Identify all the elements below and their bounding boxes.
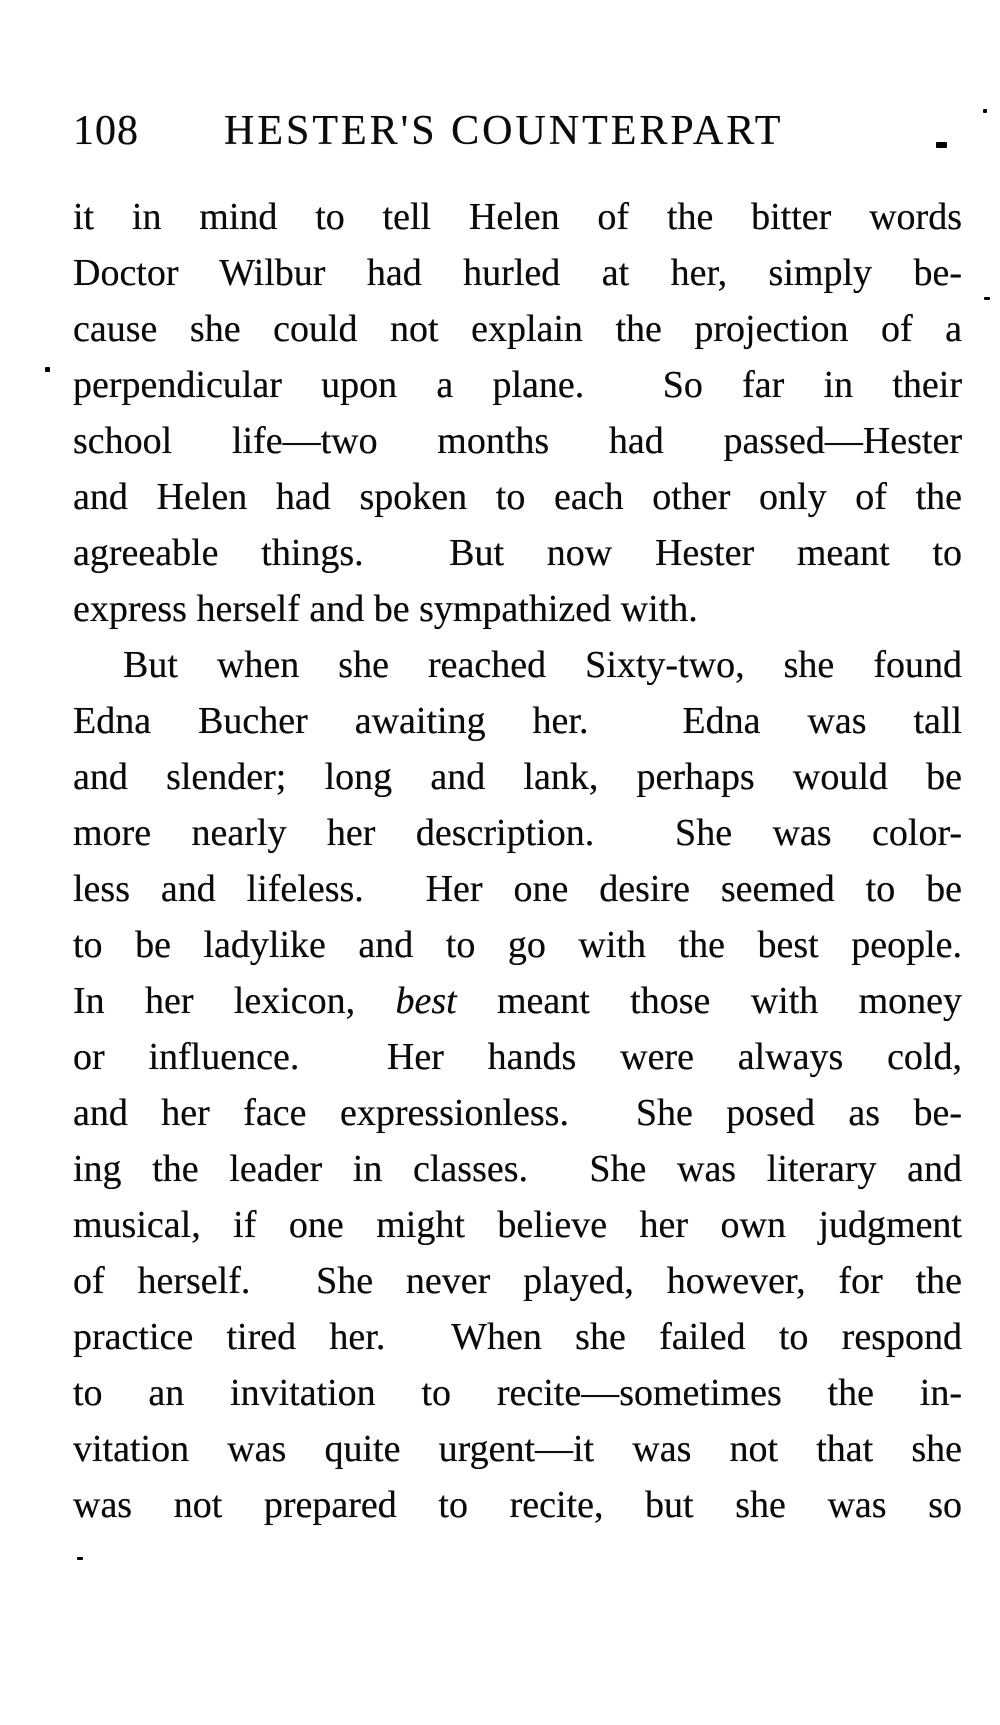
text-line — [73, 245, 962, 301]
text-segment: agreeable things. But now Hester meant to — [73, 532, 962, 574]
text-line — [73, 749, 962, 805]
text-segment: cause she could not explain the projection of a — [73, 308, 962, 350]
text-segment: it in mind to tell Helen of the bitter words — [73, 196, 962, 238]
scan-speckle — [45, 367, 50, 372]
text-segment: less and lifeless. Her one desire seemed to be — [73, 868, 962, 910]
text-line — [73, 301, 962, 357]
text-segment: to be ladylike and to go with the best people. — [73, 924, 962, 966]
scan-speckle — [936, 142, 947, 148]
text-segment: meant those with money — [456, 980, 962, 1022]
text-segment: school life—two months had passed—Hester — [73, 420, 962, 462]
text-segment: of herself. She never played, however, for the — [73, 1260, 962, 1302]
text-line — [73, 1197, 962, 1253]
text-segment: But when she reached Sixty-two, she found — [123, 644, 962, 686]
text-line — [73, 1085, 962, 1141]
text-line — [73, 189, 962, 245]
text-line — [73, 1253, 962, 1309]
text-segment: express herself and be sympathized with. — [73, 588, 698, 630]
text-line — [73, 413, 962, 469]
text-line — [73, 1477, 962, 1533]
text-segment: musical, if one might believe her own judgment — [73, 1204, 962, 1246]
scan-speckle — [77, 1557, 83, 1560]
text-line — [73, 693, 962, 749]
text-line — [73, 1365, 962, 1421]
text-segment: perpendicular upon a plane. So far in their — [73, 364, 962, 406]
text-segment: more nearly her description. She was color- — [73, 812, 962, 854]
text-line — [73, 357, 962, 413]
text-segment: and her face expressionless. She posed as be- — [73, 1092, 962, 1134]
italic-text-segment: best — [395, 980, 457, 1022]
text-line — [73, 1421, 962, 1477]
text-line — [73, 637, 962, 693]
text-segment: vitation was quite urgent—it was not that she — [73, 1428, 962, 1470]
text-line — [73, 469, 962, 525]
text-line — [73, 581, 962, 637]
page-text-block — [73, 189, 962, 1533]
text-segment: practice tired her. When she failed to respond — [73, 1316, 962, 1358]
text-segment: was not prepared to recite, but she was so — [73, 1484, 962, 1526]
text-segment: In her lexicon, — [73, 980, 396, 1022]
text-line — [73, 861, 962, 917]
text-line — [73, 805, 962, 861]
text-line — [73, 917, 962, 973]
text-segment: ing the leader in classes. She was literary and — [73, 1148, 962, 1190]
scan-speckle — [984, 297, 990, 300]
running-header-title: HESTER'S COUNTERPART — [224, 108, 784, 154]
text-line — [73, 973, 962, 1029]
text-segment: and slender; long and lank, perhaps would be — [73, 756, 962, 798]
text-segment: and Helen had spoken to each other only of the — [73, 476, 962, 518]
text-line — [73, 525, 962, 581]
text-segment: or influence. Her hands were always cold, — [73, 1036, 962, 1078]
text-segment: to an invitation to recite—sometimes the in- — [73, 1372, 962, 1414]
text-line — [73, 1141, 962, 1197]
text-line — [73, 1029, 962, 1085]
page-number: 108 — [73, 108, 139, 154]
scan-speckle — [983, 109, 987, 113]
text-segment: Edna Bucher awaiting her. Edna was tall — [73, 700, 962, 742]
text-line — [73, 1309, 962, 1365]
text-segment: Doctor Wilbur had hurled at her, simply be- — [73, 252, 962, 294]
